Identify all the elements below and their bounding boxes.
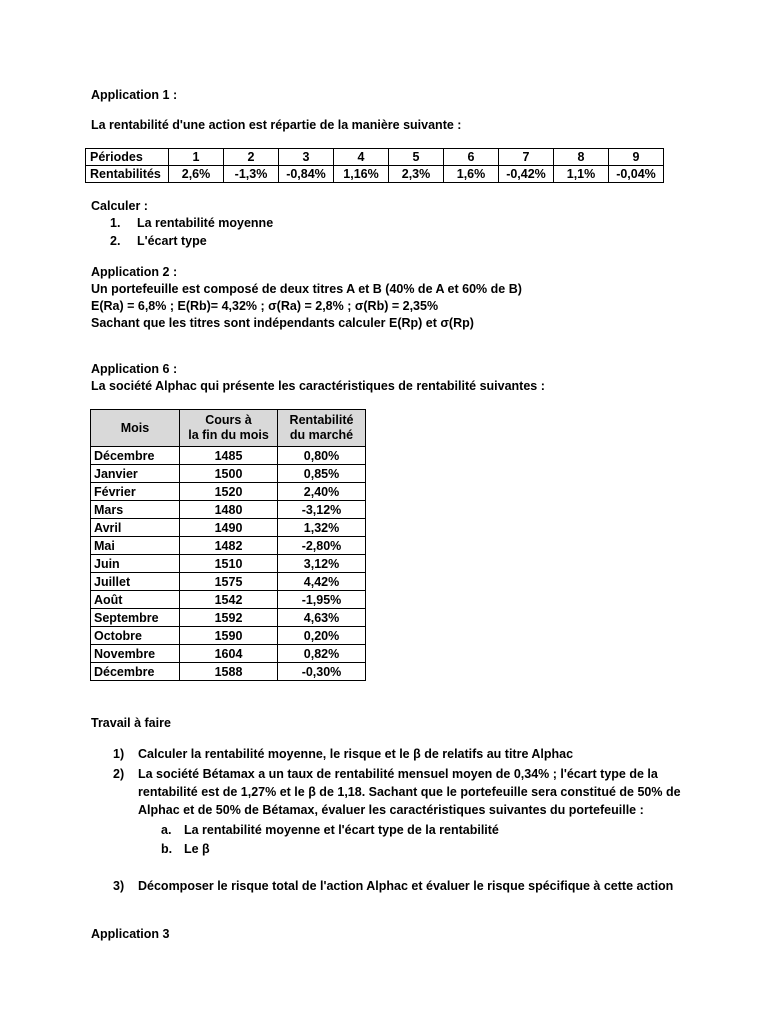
header-rent-line1: Rentabilité xyxy=(289,413,354,427)
period-cell: 7 xyxy=(499,149,554,166)
table-header-returns: Rentabilités xyxy=(86,166,169,183)
price-cell: 1500 xyxy=(180,465,278,483)
header-rentabilite xyxy=(278,410,366,447)
table-row xyxy=(91,465,366,483)
list-number: 3) xyxy=(113,879,125,893)
market-return-cell: 0,80% xyxy=(278,447,366,465)
task-1: Calculer la rentabilité moyenne, le risque et le β de relatifs au titre Alphac xyxy=(138,747,574,761)
month-cell: Octobre xyxy=(91,627,180,645)
month-cell: Mars xyxy=(91,501,180,519)
market-return-cell: -2,80% xyxy=(278,537,366,555)
travail-title: Travail à faire xyxy=(91,716,171,730)
table-row xyxy=(91,555,366,573)
price-cell: 1482 xyxy=(180,537,278,555)
month-cell: Novembre xyxy=(91,645,180,663)
return-cell: -0,42% xyxy=(499,166,554,183)
table-row xyxy=(91,591,366,609)
table-row xyxy=(91,663,366,681)
task-2-line: La société Bétamax a un taux de rentabilité mensuel moyen de 0,34% ; l'écart type de la xyxy=(138,767,658,781)
price-cell: 1520 xyxy=(180,483,278,501)
month-cell: Septembre xyxy=(91,609,180,627)
price-cell: 1480 xyxy=(180,501,278,519)
month-cell: Août xyxy=(91,591,180,609)
list-number: 1) xyxy=(113,747,125,761)
month-cell: Février xyxy=(91,483,180,501)
price-cell: 1542 xyxy=(180,591,278,609)
list-number: 2. xyxy=(110,234,121,248)
period-cell: 3 xyxy=(279,149,334,166)
app2-line: Un portefeuille est composé de deux titres A et B (40% de A et 60% de B) xyxy=(91,282,522,296)
header-rent-line2: du marché xyxy=(289,428,354,442)
calc-label: Calculer : xyxy=(91,199,148,213)
header-mois: Mois xyxy=(91,410,180,447)
table-row xyxy=(91,537,366,555)
period-cell: 5 xyxy=(389,149,444,166)
header-cours-line1: Cours à xyxy=(205,413,252,427)
alphac-table xyxy=(90,409,366,681)
list-letter: a. xyxy=(161,823,172,837)
task-2b: Le β xyxy=(184,842,210,856)
app3-title: Application 3 xyxy=(91,927,170,941)
price-cell: 1604 xyxy=(180,645,278,663)
market-return-cell: 0,20% xyxy=(278,627,366,645)
market-return-cell: 3,12% xyxy=(278,555,366,573)
period-cell: 8 xyxy=(554,149,609,166)
return-cell: -0,84% xyxy=(279,166,334,183)
period-cell: 4 xyxy=(334,149,389,166)
market-return-cell: 2,40% xyxy=(278,483,366,501)
list-item: La rentabilité moyenne xyxy=(137,216,274,230)
month-cell: Avril xyxy=(91,519,180,537)
list-number: 2) xyxy=(113,767,125,781)
list-number: 1. xyxy=(110,216,121,230)
return-cell: 1,16% xyxy=(334,166,389,183)
month-cell: Mai xyxy=(91,537,180,555)
month-cell: Janvier xyxy=(91,465,180,483)
period-cell: 2 xyxy=(224,149,279,166)
table-row xyxy=(91,627,366,645)
market-return-cell: -1,95% xyxy=(278,591,366,609)
task-2-line: Alphac et de 50% de Bétamax, évaluer les caractéristiques suivantes du portefeuille : xyxy=(138,803,644,817)
period-cell: 9 xyxy=(609,149,664,166)
app2-title: Application 2 : xyxy=(91,265,178,279)
table-row xyxy=(86,149,664,166)
price-cell: 1490 xyxy=(180,519,278,537)
price-cell: 1510 xyxy=(180,555,278,573)
table-header-periods: Périodes xyxy=(86,149,169,166)
price-cell: 1588 xyxy=(180,663,278,681)
table-row xyxy=(91,609,366,627)
price-cell: 1485 xyxy=(180,447,278,465)
market-return-cell: 1,32% xyxy=(278,519,366,537)
task-2-line: rentabilité est de 1,27% et le β de 1,18. Sachant que le portefeuille sera constitué de 50% de xyxy=(138,785,681,799)
returns-table xyxy=(85,148,664,183)
price-cell: 1575 xyxy=(180,573,278,591)
app1-intro: La rentabilité d'une action est répartie de la manière suivante : xyxy=(91,118,462,132)
app6-intro: La société Alphac qui présente les caractéristiques de rentabilité suivantes : xyxy=(91,379,545,393)
market-return-cell: 0,82% xyxy=(278,645,366,663)
table-header-row xyxy=(91,410,366,447)
market-return-cell: -3,12% xyxy=(278,501,366,519)
return-cell: 1,1% xyxy=(554,166,609,183)
header-cours xyxy=(180,410,278,447)
table-row xyxy=(91,501,366,519)
return-cell: -0,04% xyxy=(609,166,664,183)
market-return-cell: 4,42% xyxy=(278,573,366,591)
task-2a: La rentabilité moyenne et l'écart type de la rentabilité xyxy=(184,823,499,837)
task-3: Décomposer le risque total de l'action Alphac et évaluer le risque spécifique à cette action xyxy=(138,879,674,893)
app6-title: Application 6 : xyxy=(91,362,178,376)
market-return-cell: 4,63% xyxy=(278,609,366,627)
table-row xyxy=(91,645,366,663)
market-return-cell: -0,30% xyxy=(278,663,366,681)
return-cell: 2,6% xyxy=(169,166,224,183)
table-row xyxy=(86,166,664,183)
table-row xyxy=(91,519,366,537)
table-row xyxy=(91,483,366,501)
list-item: L'écart type xyxy=(137,234,207,248)
return-cell: 1,6% xyxy=(444,166,499,183)
app2-line: E(Ra) = 6,8% ; E(Rb)= 4,32% ; σ(Ra) = 2,8% ; σ(Rb) = 2,35% xyxy=(91,299,439,313)
month-cell: Décembre xyxy=(91,663,180,681)
app2-line: Sachant que les titres sont indépendants calculer E(Rp) et σ(Rp) xyxy=(91,316,474,330)
price-cell: 1590 xyxy=(180,627,278,645)
return-cell: -1,3% xyxy=(224,166,279,183)
price-cell: 1592 xyxy=(180,609,278,627)
return-cell: 2,3% xyxy=(389,166,444,183)
month-cell: Juillet xyxy=(91,573,180,591)
period-cell: 6 xyxy=(444,149,499,166)
period-cell: 1 xyxy=(169,149,224,166)
table-row xyxy=(91,573,366,591)
table-row xyxy=(91,447,366,465)
month-cell: Juin xyxy=(91,555,180,573)
header-cours-line2: la fin du mois xyxy=(188,428,269,442)
market-return-cell: 0,85% xyxy=(278,465,366,483)
app1-title: Application 1 : xyxy=(91,88,178,102)
list-letter: b. xyxy=(161,842,173,856)
month-cell: Décembre xyxy=(91,447,180,465)
